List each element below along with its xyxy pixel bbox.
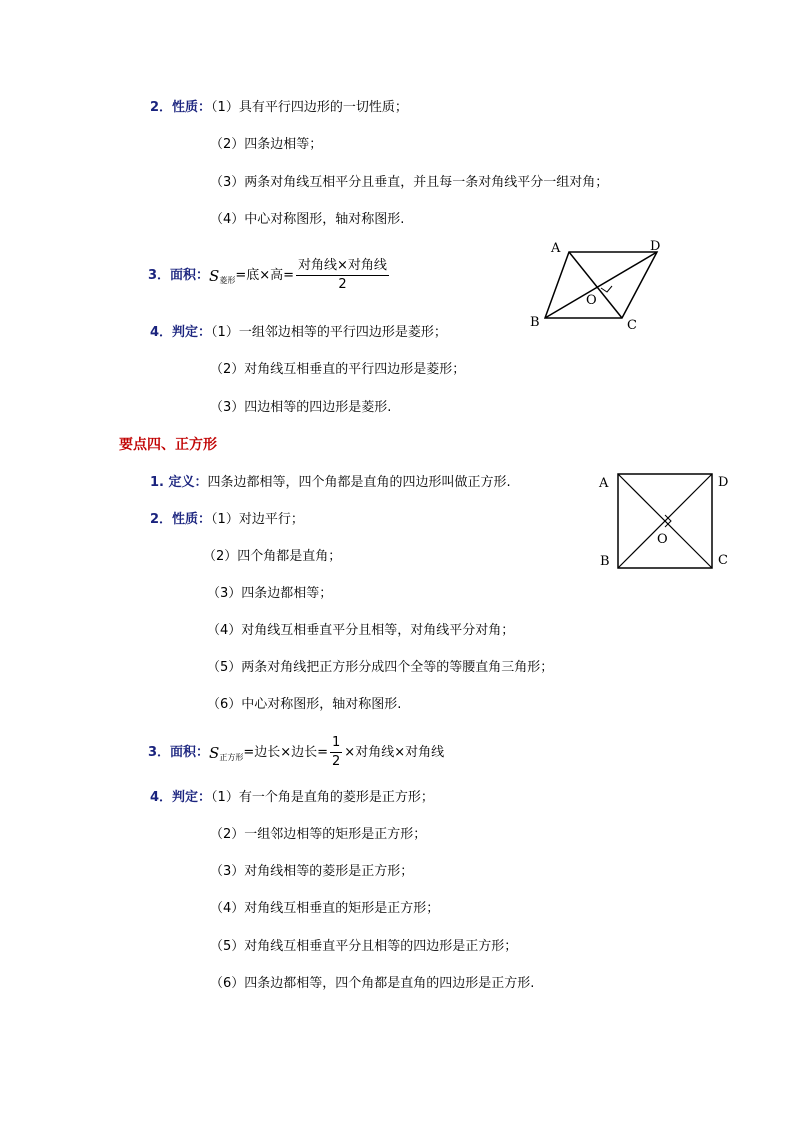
square-criteria-line-1: [150, 790, 434, 806]
square-property-item: （6）中心对称图形，轴对称图形.: [207, 697, 402, 712]
rhombus-criteria-label: 4．判定：: [150, 325, 212, 340]
area-subscript: 正方形: [219, 752, 244, 762]
rhombus-criterion-item: （2）对角线互相垂直的平行四边形是菱形；: [210, 362, 466, 377]
center-label-o: O: [586, 293, 597, 308]
area-symbol: S: [209, 743, 220, 762]
rhombus-diagram: [525, 235, 670, 335]
square-property-item: （3）四条边都相等；: [207, 586, 333, 601]
square-property-item: （2）四个角都是直角；: [203, 549, 342, 564]
rhombus-property-item: （2）四条边相等；: [210, 137, 323, 152]
square-property-item: （1）对边平行；: [211, 512, 304, 527]
square-criterion-item: （4）对角线互相垂直的矩形是正方形；: [210, 901, 440, 916]
vertex-label-a: A: [599, 476, 609, 491]
square-definition: [150, 475, 511, 491]
vertex-label-a: A: [551, 241, 561, 256]
right-angle-mark: [665, 515, 671, 527]
square-definition-text: 四条边都相等，四个角都是直角的四边形叫做正方形.: [207, 475, 511, 490]
square-area-label: 3．面积：: [148, 744, 210, 760]
square-property-item: （4）对角线互相垂直平分且相等，对角线平分对角；: [207, 623, 515, 638]
square-properties-line-1: [150, 512, 304, 528]
vertex-label-d: D: [718, 475, 729, 490]
square-criterion-item: （6）四条边都相等，四个角都是直角的四边形是正方形.: [210, 976, 535, 991]
square-definition-label: 1. 定义：: [150, 475, 208, 490]
vertex-label-d: D: [650, 239, 661, 254]
rhombus-property-item: （1）具有平行四边形的一切性质；: [211, 100, 408, 115]
section-heading: 要点四、正方形: [119, 437, 217, 453]
square-criterion-item: （5）对角线互相垂直平分且相等的四边形是正方形；: [210, 939, 518, 954]
square-criterion-item: （2）一组邻边相等的矩形是正方形；: [210, 827, 427, 842]
rhombus-area-label: 3．面积：: [148, 267, 210, 283]
rhombus-properties-label: 2．性质：: [150, 100, 212, 115]
square-area-formula: [148, 735, 444, 770]
diagonal-ac: [569, 252, 622, 318]
rhombus-criteria-line-1: [150, 325, 447, 341]
rhombus-criterion-item: （3）四边相等的四边形是菱形.: [210, 400, 392, 415]
vertex-label-c: C: [718, 553, 728, 568]
center-label-o: O: [657, 532, 668, 547]
right-angle-mark: [601, 286, 612, 292]
fraction-numerator: 对角线×对角线: [296, 258, 389, 276]
area-fraction: [330, 735, 342, 770]
fraction-numerator: 1: [330, 735, 342, 753]
rhombus-area-formula: [148, 258, 391, 293]
area-symbol: S: [209, 266, 220, 285]
fraction-denominator: 2: [338, 277, 347, 292]
area-fraction: [296, 258, 389, 293]
rhombus-property-item: （4）中心对称图形，轴对称图形.: [210, 212, 405, 227]
square-criterion-item: （3）对角线相等的菱形是正方形；: [210, 864, 414, 879]
vertex-label-b: B: [530, 315, 540, 330]
square-diagram: [595, 468, 740, 578]
vertex-label-b: B: [600, 554, 610, 569]
rhombus-criterion-item: （1）一组邻边相等的平行四边形是菱形；: [211, 325, 447, 340]
square-criteria-label: 4．判定：: [150, 790, 212, 805]
square-criterion-item: （1）有一个角是直角的菱形是正方形；: [211, 790, 434, 805]
area-expression: =边长×边长=: [243, 744, 329, 760]
rhombus-properties-line-1: [150, 100, 408, 116]
vertex-label-c: C: [627, 318, 637, 333]
rhombus-property-item: （3）两条对角线互相平分且垂直，并且每一条对角线平分一组对角；: [210, 175, 609, 190]
area-subscript: 菱形: [219, 275, 236, 285]
square-properties-label: 2．性质：: [150, 512, 212, 527]
area-expression: =底×高=: [235, 267, 295, 283]
area-expression-tail: ×对角线×对角线: [344, 744, 445, 760]
fraction-denominator: 2: [332, 754, 341, 769]
square-property-item: （5）两条对角线把正方形分成四个全等的等腰直角三角形；: [207, 660, 554, 675]
